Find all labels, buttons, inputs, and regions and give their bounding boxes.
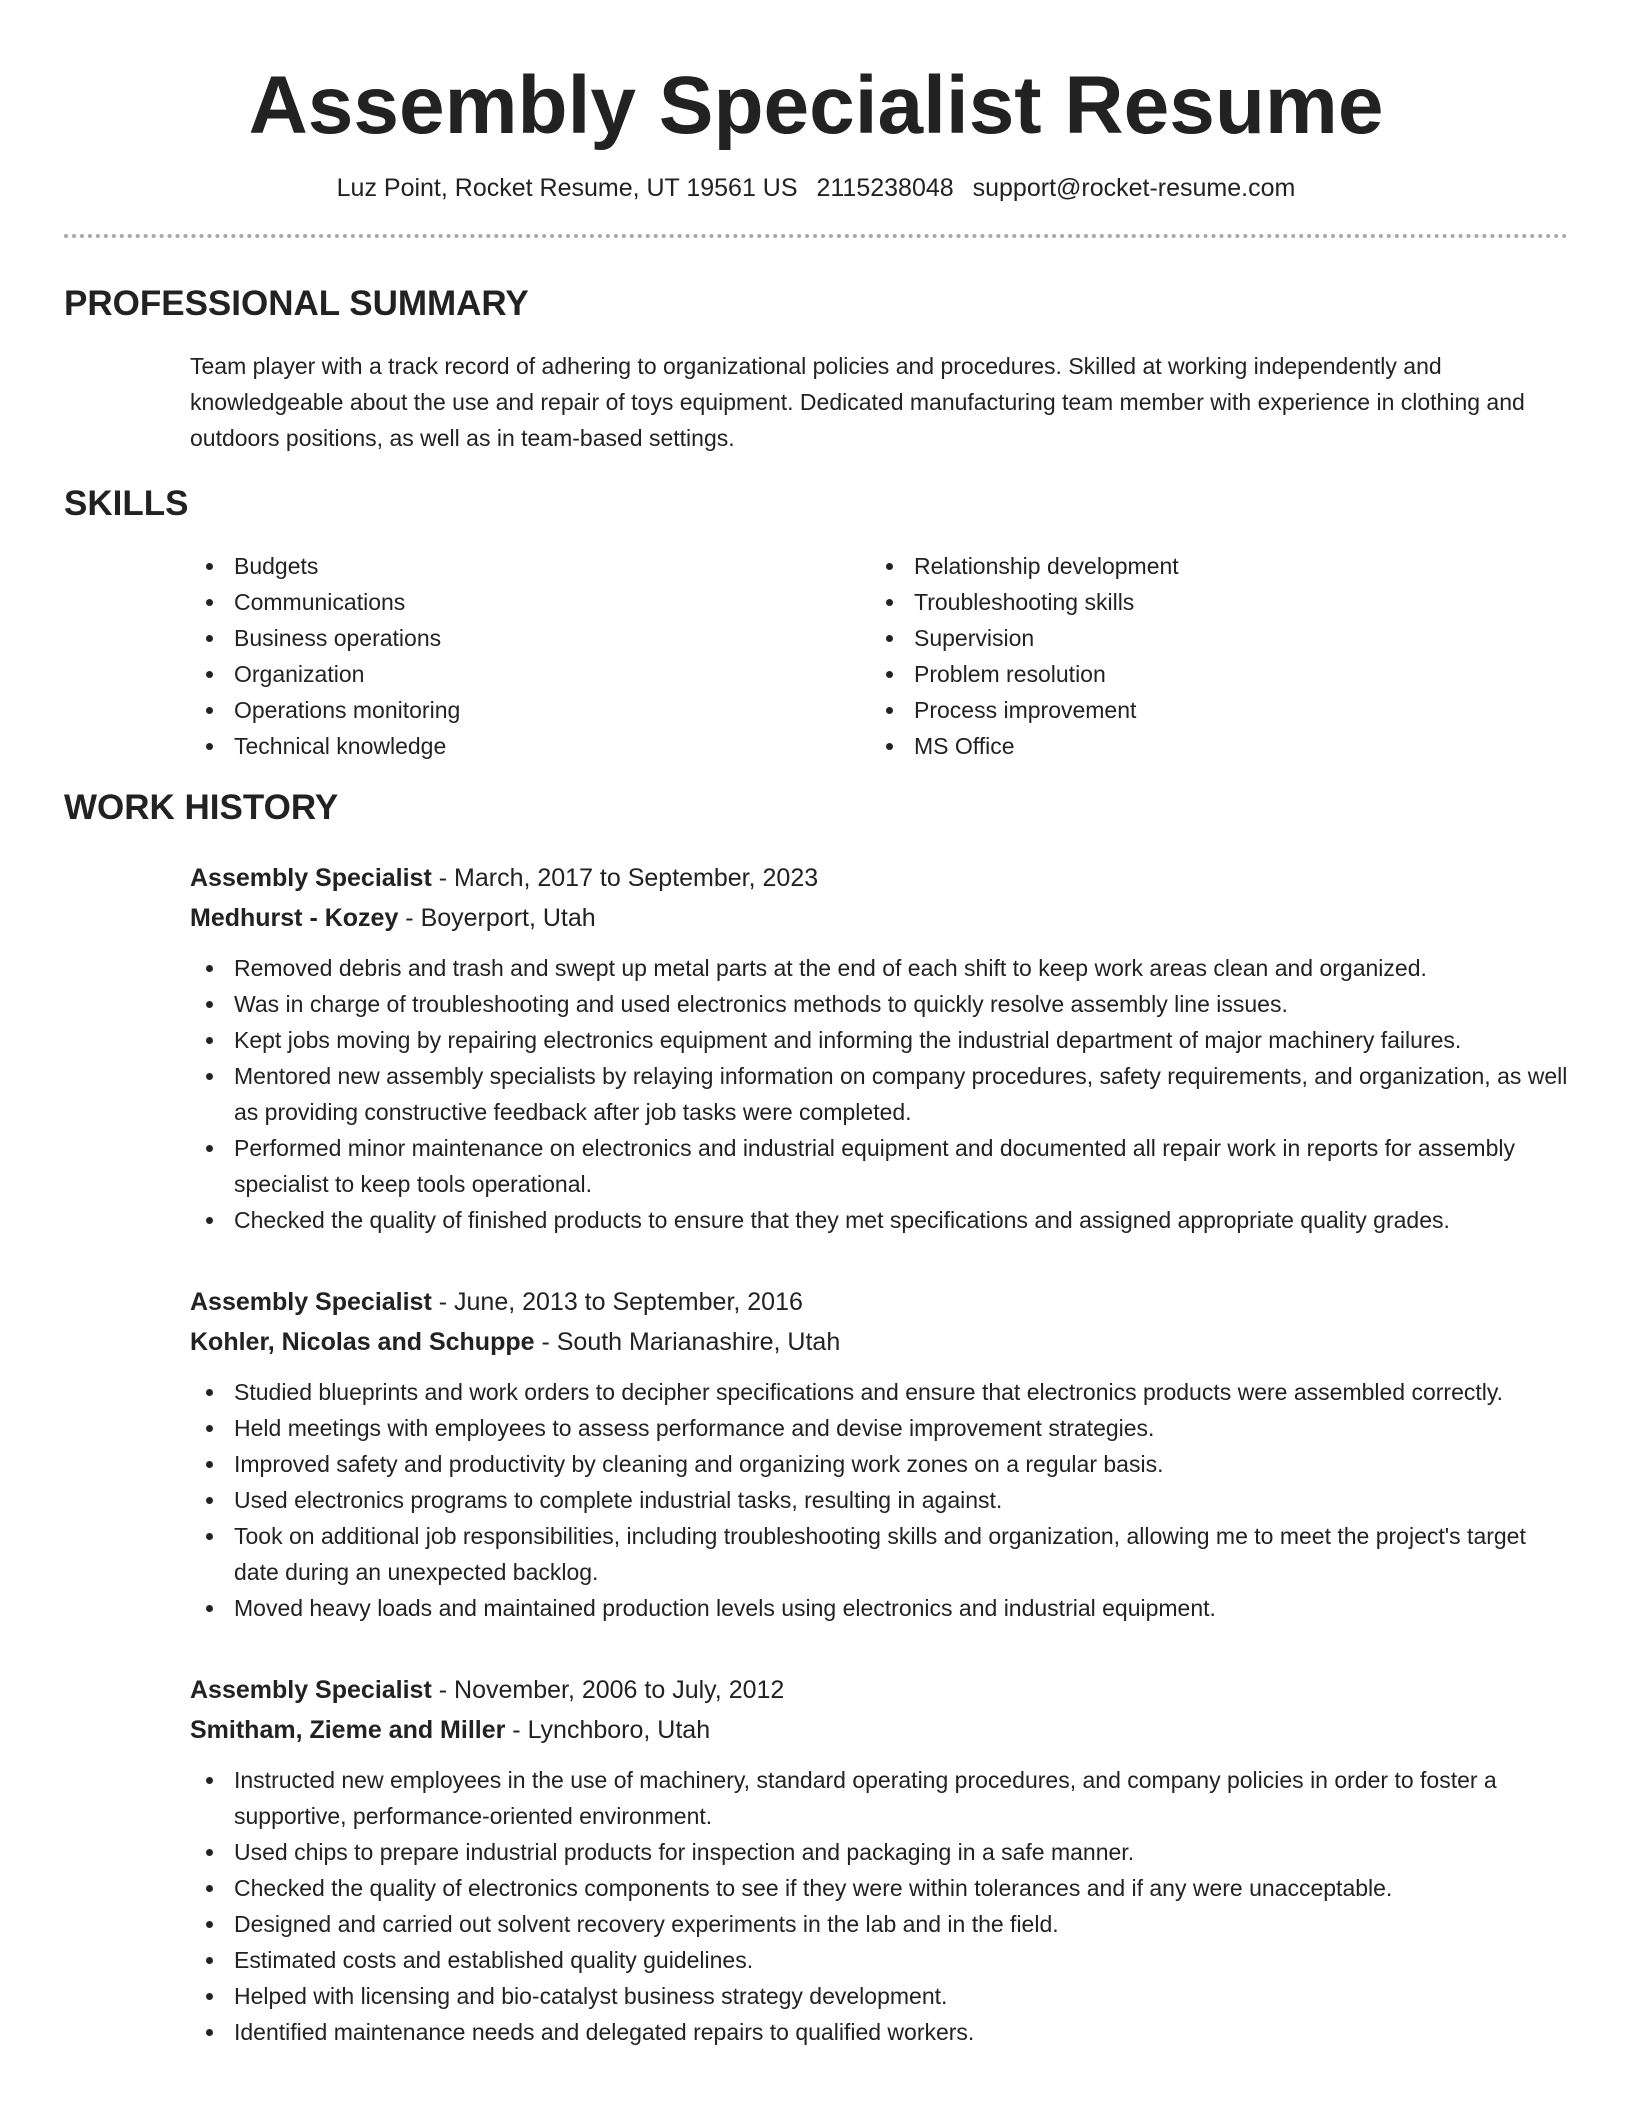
job-title: Assembly Specialist	[190, 864, 432, 892]
job-bullet: Held meetings with employees to assess performance and devise improvement strategies.	[190, 1410, 1568, 1446]
job-bullet: Identified maintenance needs and delegated repairs to qualified workers.	[190, 2014, 1568, 2050]
job-bullets	[190, 1374, 1568, 1626]
skill-item: Troubleshooting skills	[870, 584, 1550, 620]
skills-column-left	[190, 548, 870, 764]
job-bullet: Used electronics programs to complete industrial tasks, resulting in against.	[190, 1482, 1568, 1518]
job-bullet: Checked the quality of electronics components to see if they were within tolerances and if any were unacceptable.	[190, 1870, 1568, 1906]
job-title-line	[190, 1282, 1568, 1322]
skill-item: Supervision	[870, 620, 1550, 656]
job-bullet: Was in charge of troubleshooting and used electronics methods to quickly resolve assembly line issues.	[190, 986, 1568, 1022]
contact-address: Luz Point, Rocket Resume, UT 19561 US	[336, 174, 798, 202]
job-entry	[190, 1670, 1568, 2050]
job-company: Kohler, Nicolas and Schuppe	[190, 1328, 535, 1356]
job-bullet: Moved heavy loads and maintained production levels using electronics and industrial equipment.	[190, 1590, 1568, 1626]
contact-phone: 2115238048	[816, 174, 954, 202]
skill-item: Technical knowledge	[190, 728, 870, 764]
summary-text: Team player with a track record of adhering to organizational policies and procedures. Skilled at working independently and knowledgeable about the use and repair of toys equipment. Dedicated manufacturing team member with experience in clothing and outdoors positions, as well as in team-based settings.	[190, 353, 1525, 451]
job-bullet: Removed debris and trash and swept up metal parts at the end of each shift to keep work areas clean and organized.	[190, 950, 1568, 986]
job-dates: - June, 2013 to September, 2016	[431, 1288, 803, 1316]
job-bullet: Helped with licensing and bio-catalyst business strategy development.	[190, 1978, 1568, 2014]
skill-item: Budgets	[190, 548, 870, 584]
job-title: Assembly Specialist	[190, 1676, 432, 1704]
header-divider	[64, 234, 1568, 238]
job-bullet: Estimated costs and established quality guidelines.	[190, 1942, 1568, 1978]
job-entry	[190, 858, 1568, 1238]
job-bullet: Studied blueprints and work orders to decipher specifications and ensure that electronics products were assembled correctly.	[190, 1374, 1568, 1410]
skill-item: Problem resolution	[870, 656, 1550, 692]
job-title-line	[190, 858, 1568, 898]
contact-line	[64, 170, 1568, 206]
job-bullet: Performed minor maintenance on electronics and industrial equipment and documented all repair work in reports for assembly specialist to keep tools operational.	[190, 1130, 1568, 1202]
job-bullet: Designed and carried out solvent recovery experiments in the lab and in the field.	[190, 1906, 1568, 1942]
job-title: Assembly Specialist	[190, 1288, 432, 1316]
job-bullet: Kept jobs moving by repairing electronics equipment and informing the industrial department of major machinery failures.	[190, 1022, 1568, 1058]
job-company-line	[190, 898, 1568, 938]
job-company: Medhurst - Kozey	[190, 904, 399, 932]
job-location: - South Marianashire, Utah	[534, 1328, 841, 1356]
job-company: Smitham, Zieme and Miller	[190, 1716, 506, 1744]
job-title-line	[190, 1670, 1568, 1710]
job-dates: - March, 2017 to September, 2023	[431, 864, 819, 892]
skill-item: Communications	[190, 584, 870, 620]
skill-item: Relationship development	[870, 548, 1550, 584]
job-bullet: Took on additional job responsibilities, including troubleshooting skills and organization, allowing me to meet the project's target date during an unexpected backlog.	[190, 1518, 1568, 1590]
skill-item: Process improvement	[870, 692, 1550, 728]
job-dates: - November, 2006 to July, 2012	[431, 1676, 785, 1704]
contact-email: support@rocket-resume.com	[972, 174, 1296, 202]
job-location: - Lynchboro, Utah	[505, 1716, 711, 1744]
resume-title: Assembly Specialist Resume	[248, 60, 1384, 151]
job-bullet: Checked the quality of finished products to ensure that they met specifications and assigned appropriate quality grades.	[190, 1202, 1568, 1238]
job-location: - Boyerport, Utah	[398, 904, 596, 932]
job-company-line	[190, 1322, 1568, 1362]
skill-item: Operations monitoring	[190, 692, 870, 728]
summary-heading: PROFESSIONAL SUMMARY	[64, 284, 529, 323]
job-bullets	[190, 950, 1568, 1238]
job-company-line	[190, 1710, 1568, 1750]
resume-page	[64, 0, 1568, 2050]
job-bullets	[190, 1762, 1568, 2050]
skill-item: Organization	[190, 656, 870, 692]
skills-heading: SKILLS	[64, 484, 189, 523]
job-bullet: Mentored new assembly specialists by relaying information on company procedures, safety requirements, and organization, as well as providing constructive feedback after job tasks were completed.	[190, 1058, 1568, 1130]
skill-item: Business operations	[190, 620, 870, 656]
job-entry	[190, 1282, 1568, 1626]
job-bullet: Used chips to prepare industrial products for inspection and packaging in a safe manner.	[190, 1834, 1568, 1870]
skills-column-right	[870, 548, 1550, 764]
skills-list	[190, 548, 1568, 764]
job-bullet: Improved safety and productivity by cleaning and organizing work zones on a regular basis.	[190, 1446, 1568, 1482]
skill-item: MS Office	[870, 728, 1550, 764]
work-history-heading: WORK HISTORY	[64, 788, 339, 827]
job-bullet: Instructed new employees in the use of machinery, standard operating procedures, and company policies in order to foster a supportive, performance-oriented environment.	[190, 1762, 1568, 1834]
